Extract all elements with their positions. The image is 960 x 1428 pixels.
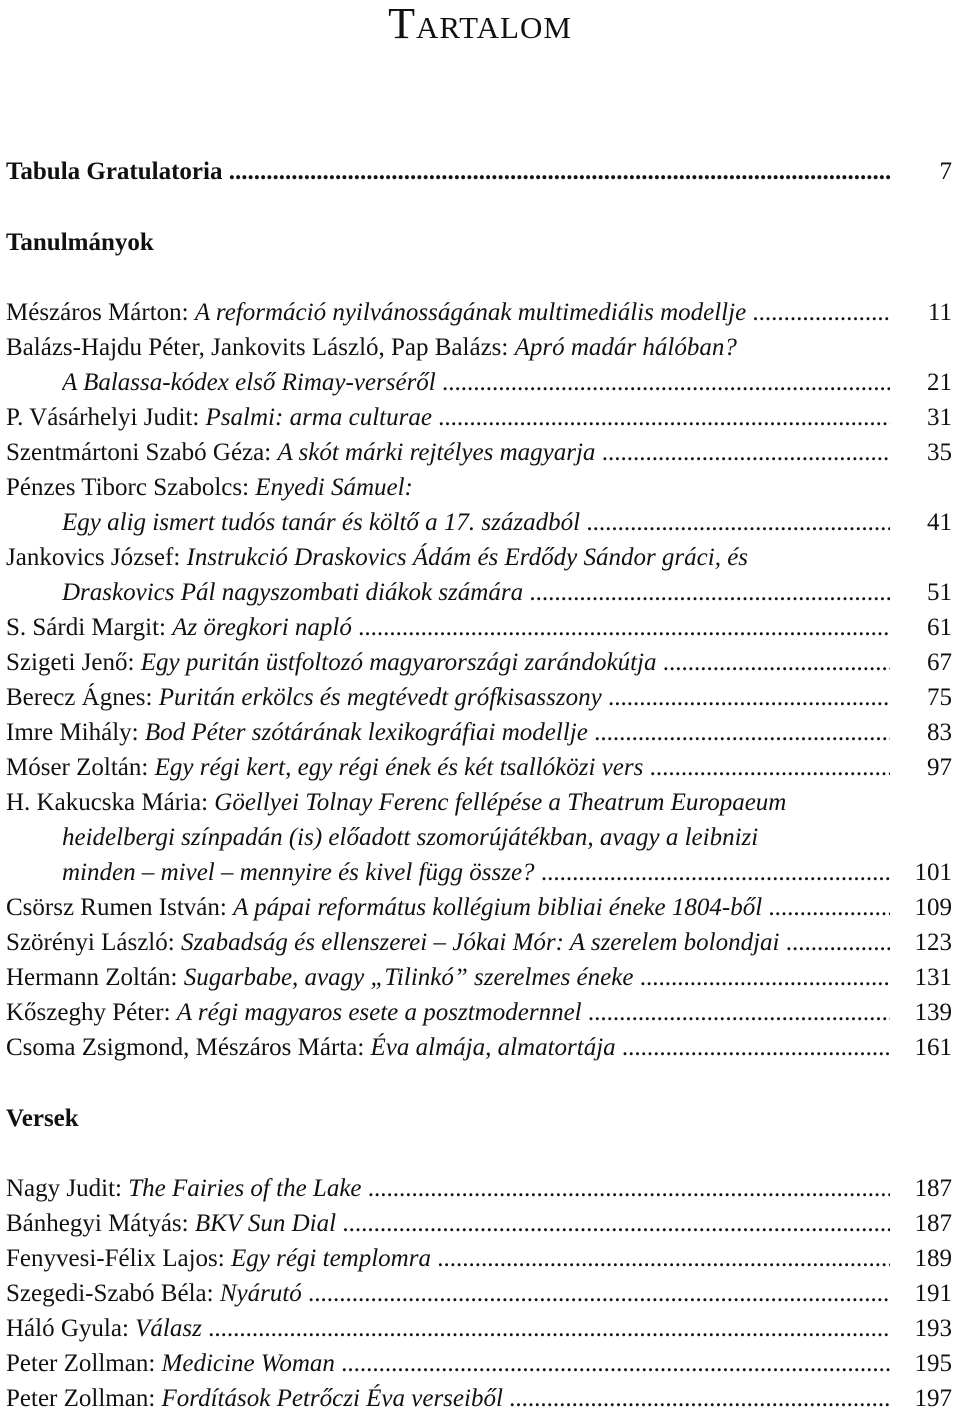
- toc-entry-line: [6, 1244, 890, 1274]
- entry-title: Medicine Woman: [161, 1350, 335, 1377]
- entry-title: A pápai református kollégium bibliai éneke 1804-ből: [233, 894, 763, 921]
- entry-title: Az öregkori napló: [172, 614, 352, 641]
- page-number: 83: [927, 719, 952, 746]
- page-number: 161: [914, 1034, 952, 1061]
- entry-author: Mészáros Márton:: [6, 299, 195, 326]
- entry-author: Nagy Judit:: [6, 1175, 129, 1202]
- toc-entry-line: [6, 648, 890, 678]
- entry-title-continued: Draskovics Pál nagyszombati diákok számára: [62, 579, 524, 606]
- toc-entry-line: [6, 1209, 890, 1239]
- entry-author: Peter Zollman:: [6, 1385, 162, 1412]
- entry-author: Móser Zoltán:: [6, 754, 155, 781]
- page-number: 21: [927, 369, 952, 396]
- section-heading-tanulmanyok: Tanulmányok: [6, 229, 154, 256]
- page-number: 123: [914, 929, 952, 956]
- entry-title: Éva almája, almatortája: [370, 1034, 616, 1061]
- toc-entry-line: [6, 1174, 890, 1204]
- entry-author: Hermann Zoltán:: [6, 964, 184, 991]
- page-number: 131: [914, 964, 952, 991]
- toc-entry-line: [6, 893, 890, 923]
- page-number: 191: [914, 1280, 952, 1307]
- page-number: 51: [927, 579, 952, 606]
- toc-entry-line-continued: [62, 508, 890, 538]
- page-number: 41: [927, 509, 952, 536]
- entry-title: Psalmi: arma culturae: [205, 404, 432, 431]
- entry-author: Szörényi László:: [6, 929, 181, 956]
- entry-author: Balázs-Hajdu Péter, Jankovits László, Pap Balázs:: [6, 334, 515, 361]
- entry-title-continued: heidelbergi színpadán (is) előadott szomorújátékban, avagy a leibnizi: [62, 824, 759, 851]
- toc-entry-line: [6, 718, 890, 748]
- entry-author: H. Kakucska Mária:: [6, 789, 215, 816]
- entry-author: Berecz Ágnes:: [6, 684, 159, 711]
- page-number: 7: [939, 158, 952, 185]
- toc-entry-label: [6, 157, 890, 187]
- entry-title: A skót márki rejtélyes magyarja: [277, 439, 596, 466]
- toc-entry-line: [6, 613, 890, 643]
- toc-entry-line: [6, 473, 890, 503]
- page-number: 187: [914, 1175, 952, 1202]
- entry-author: Szegedi-Szabó Béla:: [6, 1280, 220, 1307]
- toc-entry-line: [6, 788, 890, 818]
- entry-title: Egy régi kert, egy régi ének és két tsallóközi vers: [154, 754, 644, 781]
- entry-author: Peter Zollman:: [6, 1350, 162, 1377]
- toc-entry-line: [6, 963, 890, 993]
- page-number: 197: [914, 1385, 952, 1412]
- toc-entry-line-continued: [62, 858, 890, 888]
- entry-title: BKV Sun Dial: [194, 1210, 337, 1237]
- page-number: 195: [914, 1350, 952, 1377]
- toc-entry-line-continued: [62, 823, 890, 853]
- page-number: 31: [927, 404, 952, 431]
- toc-entry-line: [6, 333, 890, 363]
- page-number: 139: [914, 999, 952, 1026]
- entry-title: Fordítások Petrőczi Éva verseiből: [161, 1385, 503, 1412]
- toc-entry-line: [6, 683, 890, 713]
- entry-title: A régi magyaros esete a posztmodernnel: [176, 999, 582, 1026]
- toc-entry-line: [6, 543, 890, 573]
- entry-author: Fenyvesi-Félix Lajos:: [6, 1245, 231, 1272]
- entry-title: Válasz: [135, 1315, 202, 1342]
- page-title: Tartalom: [388, 0, 572, 48]
- entry-title: The Fairies of the Lake: [128, 1175, 362, 1202]
- entry-author: Szentmártoni Szabó Géza:: [6, 439, 278, 466]
- toc-entry-line-continued: [62, 368, 890, 398]
- entry-author: Kőszeghy Péter:: [6, 999, 177, 1026]
- entry-author: Csörsz Rumen István:: [6, 894, 234, 921]
- page-number: 75: [927, 684, 952, 711]
- entry-author: P. Vásárhelyi Judit:: [6, 404, 206, 431]
- toc-entry-line: [6, 998, 890, 1028]
- toc-entry-line: [6, 1314, 890, 1344]
- entry-title: Bod Péter szótárának lexikográfiai modellje: [144, 719, 588, 746]
- entry-title-continued: Egy alig ismert tudós tanár és költő a 17. századból: [62, 509, 581, 536]
- section-heading-versek: Versek: [6, 1105, 79, 1132]
- page-number: 189: [914, 1245, 952, 1272]
- entry-author: Bánhegyi Mátyás:: [6, 1210, 195, 1237]
- toc-entry-line: [6, 1033, 890, 1063]
- toc-entry-line: [6, 1349, 890, 1379]
- page-number: 35: [927, 439, 952, 466]
- entry-author: Imre Mihály:: [6, 719, 145, 746]
- page-number: 61: [927, 614, 952, 641]
- page-number: 109: [914, 894, 952, 921]
- toc-entry-line: [6, 1384, 890, 1414]
- page-number: 97: [927, 754, 952, 781]
- entry-title: Sugarbabe, avagy „Tilinkó” szerelmes éneke: [183, 964, 634, 991]
- entry-title: Tabula Gratulatoria: [6, 158, 223, 185]
- entry-author: Jankovics József:: [6, 544, 187, 571]
- entry-title: Instrukció Draskovics Ádám és Erdődy Sándor gráci, és: [186, 544, 749, 571]
- entry-author: Háló Gyula:: [6, 1315, 136, 1342]
- entry-title: Nyárutó: [219, 1280, 302, 1307]
- entry-title: Egy régi templomra: [230, 1245, 431, 1272]
- entry-title: A reformáció nyilvánosságának multimediális modellje: [194, 299, 747, 326]
- entry-author: S. Sárdi Margit:: [6, 614, 173, 641]
- toc-entry-line: [6, 438, 890, 468]
- entry-title: Enyedi Sámuel:: [255, 474, 413, 501]
- entry-title-continued: A Balassa-kódex első Rimay-verséről: [62, 369, 436, 396]
- toc-entry-line-continued: [62, 578, 890, 608]
- entry-title: Egy puritán üstfoltozó magyarországi zarándokútja: [140, 649, 657, 676]
- page-number: 11: [927, 299, 952, 326]
- entry-author: Szigeti Jenő:: [6, 649, 141, 676]
- entry-title: Szabadság és ellenszerei – Jókai Mór: A szerelem bolondjai: [180, 929, 780, 956]
- entry-author: Pénzes Tiborc Szabolcs:: [6, 474, 256, 501]
- entry-title: Göellyei Tolnay Ferenc fellépése a Theatrum Europaeum: [214, 789, 787, 816]
- entry-title: Puritán erkölcs és megtévedt grófkisasszony: [158, 684, 602, 711]
- toc-entry-line: [6, 928, 890, 958]
- entry-title: Apró madár hálóban?: [514, 334, 737, 361]
- toc-entry-line: [6, 1279, 890, 1309]
- page-number: 101: [914, 859, 952, 886]
- toc-entry-line: [6, 403, 890, 433]
- toc-entry-line: [6, 298, 890, 328]
- page-number: 193: [914, 1315, 952, 1342]
- page-number: 187: [914, 1210, 952, 1237]
- entry-title-continued: minden – mivel – mennyire és kivel függ össze?: [62, 859, 535, 886]
- entry-author: Csoma Zsigmond, Mészáros Márta:: [6, 1034, 371, 1061]
- page-number: 67: [927, 649, 952, 676]
- toc-entry-line: [6, 753, 890, 783]
